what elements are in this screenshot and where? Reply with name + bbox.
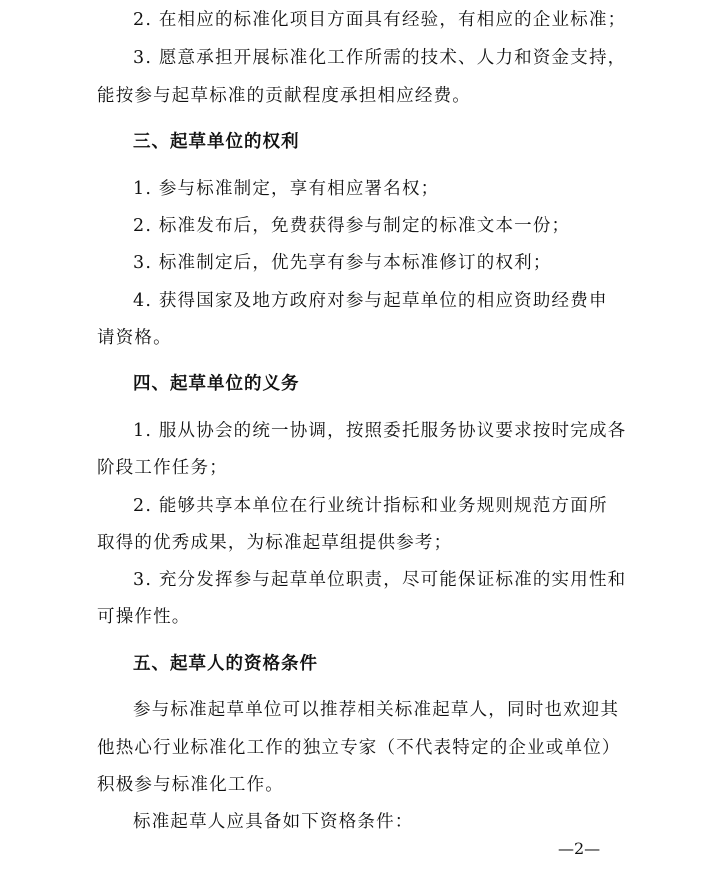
paragraph-line: 标准起草人应具备如下资格条件： xyxy=(133,812,414,832)
paragraph-line: 4. 获得国家及地方政府对参与起草单位的相应资助经费申 xyxy=(133,291,608,311)
paragraph-line: 积极参与标准化工作。 xyxy=(97,775,284,795)
section-heading-3: 三、起草单位的权利 xyxy=(133,132,300,152)
paragraph-line: 2. 在相应的标准化项目方面具有经验，有相应的企业标准； xyxy=(133,10,627,30)
paragraph-line: 2. 能够共享本单位在行业统计指标和业务规则规范方面所 xyxy=(133,496,608,516)
paragraph-line: 3. 标准制定后，优先享有参与本标准修订的权利； xyxy=(133,253,552,273)
paragraph-line: 参与标准起草单位可以推荐相关标准起草人，同时也欢迎其 xyxy=(133,700,620,720)
page-number: —2— xyxy=(558,839,601,858)
section-heading-5: 五、起草人的资格条件 xyxy=(133,654,318,674)
paragraph-line: 3. 充分发挥参与起草单位职责，尽可能保证标准的实用性和 xyxy=(133,570,627,590)
paragraph-line: 请资格。 xyxy=(97,328,172,348)
paragraph-line: 阶段工作任务； xyxy=(97,458,228,478)
paragraph-line: 1. 服从协会的统一协调，按照委托服务协议要求按时完成各 xyxy=(133,421,627,441)
paragraph-line: 可操作性。 xyxy=(97,607,191,627)
paragraph-line: 2. 标准发布后，免费获得参与制定的标准文本一份； xyxy=(133,216,571,236)
paragraph-line: 1. 参与标准制定，享有相应署名权； xyxy=(133,179,440,199)
paragraph-line: 他热心行业标准化工作的独立专家（不代表特定的企业或单位） xyxy=(97,738,621,758)
section-heading-4: 四、起草单位的义务 xyxy=(133,374,300,394)
paragraph-line: 能按参与起草标准的贡献程度承担相应经费。 xyxy=(97,86,471,106)
paragraph-line: 取得的优秀成果，为标准起草组提供参考； xyxy=(97,533,453,553)
paragraph-line: 3. 愿意承担开展标准化工作所需的技术、人力和资金支持， xyxy=(133,48,627,68)
